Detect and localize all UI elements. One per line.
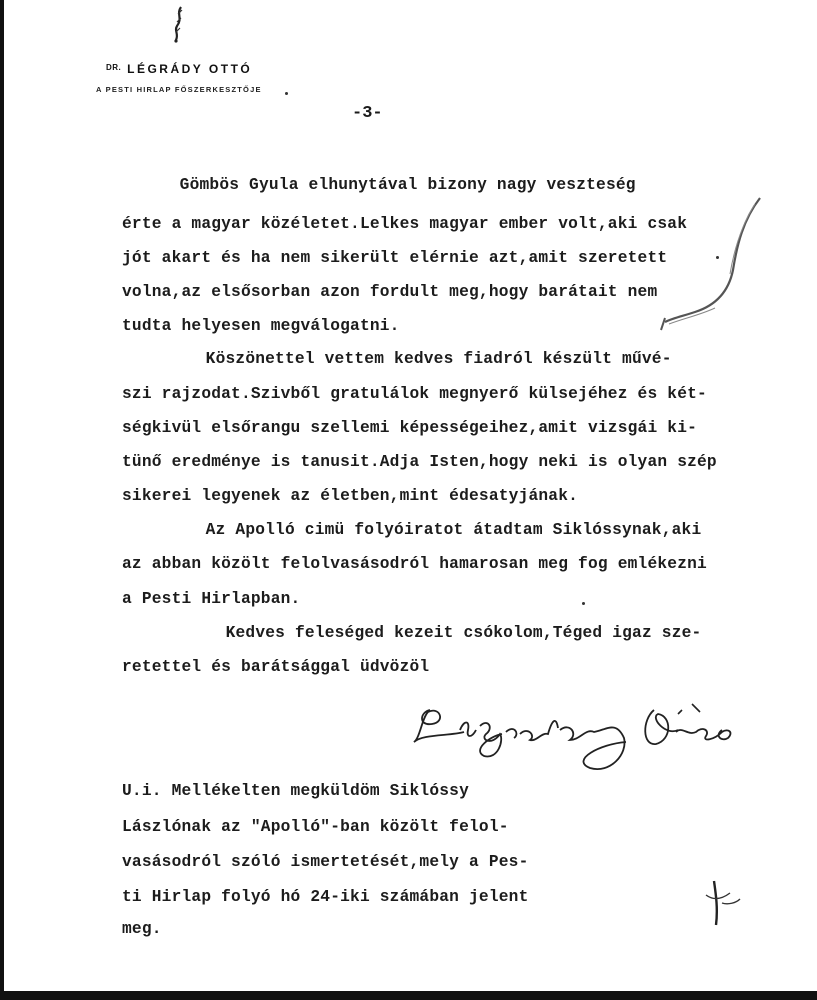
body-line: retettel és barátsággal üdvözöl [122,658,430,676]
body-line: érte a magyar közéletet.Lelkes magyar ember volt,aki csak [122,215,688,233]
letterhead-emblem-icon [168,4,190,44]
body-line: Köszönettel vettem kedves fiadról készült művé- [166,350,672,368]
pencil-tick-mark-icon [700,875,745,930]
letterhead-subtitle: A PESTI HIRLAP FŐSZERKESZTŐJE [96,85,262,94]
body-line: a Pesti Hirlapban. [122,590,301,608]
body-line: Kedves feleséged kezeit csókolom,Téged igaz sze- [176,624,702,642]
body-line: az abban közölt felolvasásodról hamarosan meg fog emlékezni [122,555,707,573]
body-line: sikerei legyenek az életben,mint édesatyjának. [122,487,579,505]
handwritten-signature [410,690,740,785]
body-line: Gömbös Gyula elhunytával bizony nagy veszteség [140,176,636,194]
body-line: tünő eredménye is tanusit.Adja Isten,hogy neki is olyan szép [122,453,717,471]
body-line: szi rajzodat.Szivből gratulálok megnyerő külsejéhez és két- [122,385,707,403]
letterhead-title-prefix: DR. [106,63,122,72]
page-bottom-edge [0,991,817,1000]
body-line: volna,az elsősorban azon fordult meg,hogy barátait nem [122,283,658,301]
letterhead-title-name: LÉGRÁDY OTTÓ [127,62,253,76]
postscript-line: ti Hirlap folyó hó 24-iki számában jelent [122,888,529,906]
body-line: jót akart és ha nem sikerült elérnie azt,amit szeretett [122,249,668,267]
paper-speck [285,92,288,95]
paper-speck [582,602,585,605]
paper-speck [716,256,719,259]
letterhead-name [106,62,252,76]
body-line: tudta helyesen megválogatni. [122,317,400,335]
body-line: Az Apolló cimü folyóiratot átadtam Siklóssynak,aki [166,521,702,539]
postscript-line: meg. [122,920,162,938]
page-number: -3- [352,104,383,123]
postscript-line: U.i. Mellékelten megküldöm Siklóssy [122,782,469,800]
postscript-line: Lászlónak az "Apolló"-ban közölt felol- [122,818,509,836]
page-left-edge [0,0,4,1000]
margin-pencil-mark-icon [655,190,765,340]
postscript-line: vasásodról szóló ismertetését,mely a Pes- [122,853,529,871]
body-line: ségkivül elsőrangu szellemi képességeihez,amit vizsgái ki- [122,419,698,437]
